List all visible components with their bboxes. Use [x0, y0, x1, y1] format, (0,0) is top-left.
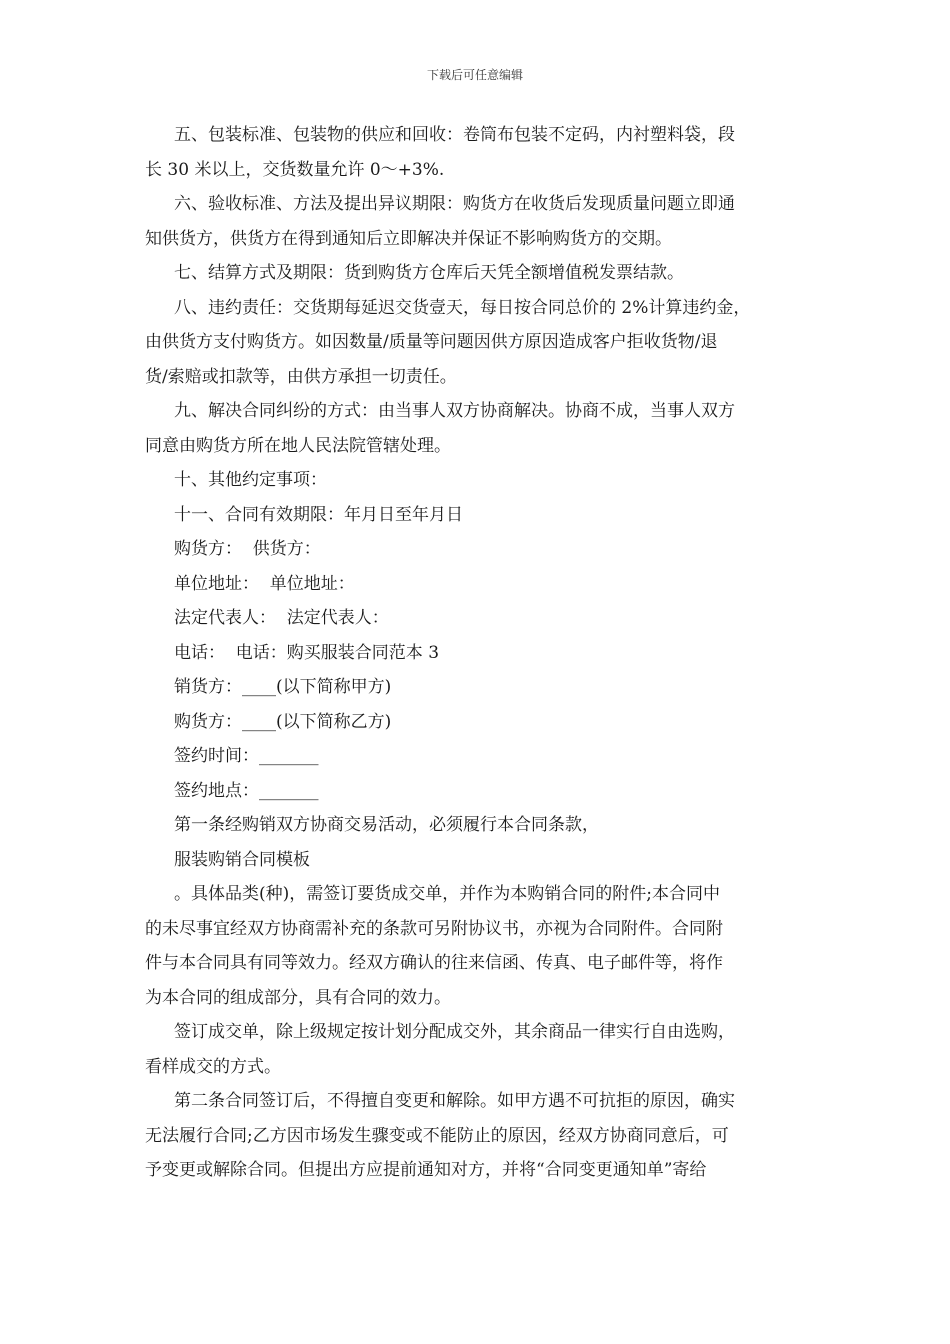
text-line: 电话： 电话：购买服装合同范本 3 — [174, 642, 440, 663]
text-line: 的未尽事宜经双方协商需补充的条款可另附协议书，亦视为合同附件。合同附 — [145, 918, 723, 939]
text-line: 第二条合同签订后，不得擅自变更和解除。如甲方遇不可抗拒的原因，确实 — [174, 1091, 735, 1111]
text-line: 长 30 米以上，交货数量允许 0～+3%. — [145, 159, 445, 180]
text-line: 五、包装标准、包装物的供应和回收：卷筒布包装不定码，内衬塑料袋，段 — [174, 125, 735, 145]
paragraph — [145, 739, 813, 774]
text-line: 购货方： 供货方： — [174, 539, 321, 559]
paragraph — [145, 636, 813, 671]
page-header: 下载后可任意编辑 — [426, 68, 523, 82]
paragraph — [145, 1084, 813, 1188]
text-line: 单位地址： 单位地址： — [174, 573, 355, 594]
text-line: 货/索赔或扣款等，由供方承担一切责任。 — [145, 366, 457, 387]
paragraph — [145, 877, 813, 1015]
text-line: 由供货方支付购货方。如因数量/质量等问题因供方原因造成客户拒收货物/退 — [145, 332, 718, 352]
text-line: 无法履行合同;乙方因市场发生骤变或不能防止的原因，经双方协商同意后，可 — [145, 1125, 729, 1146]
text-line: 签约地点：_______ — [174, 780, 319, 801]
paragraph — [145, 394, 813, 463]
text-line: 为本合同的组成部分，具有合同的效力。 — [145, 987, 451, 1008]
paragraph — [145, 774, 813, 809]
text-line: 予变更或解除合同。但提出方应提前通知对方，并将“合同变更通知单”寄给 — [145, 1160, 707, 1180]
text-line: 八、违约责任：交货期每延迟交货壹天，每日按合同总价的 2%计算违约金， — [174, 297, 751, 318]
paragraph — [145, 1015, 813, 1084]
paragraph — [145, 601, 813, 636]
text-line: 六、验收标准、方法及提出异议期限：购货方在收货后发现质量问题立即通 — [174, 194, 735, 214]
text-line: 十、其他约定事项： — [174, 470, 327, 490]
text-line: 看样成交的方式。 — [145, 1056, 281, 1077]
paragraph — [145, 670, 813, 705]
paragraph — [145, 843, 813, 878]
text-line: 购货方：____(以下简称乙方) — [174, 711, 392, 732]
paragraph — [145, 291, 813, 395]
text-line: 签约时间：_______ — [174, 746, 319, 766]
paragraph — [145, 808, 813, 843]
text-line: 九、解决合同纠纷的方式：由当事人双方协商解决。协商不成，当事人双方 — [174, 401, 735, 421]
text-line: 销货方：____(以下简称甲方) — [174, 677, 392, 697]
paragraph — [145, 532, 813, 567]
paragraph — [145, 256, 813, 291]
text-line: 服装购销合同模板 — [174, 849, 310, 870]
paragraph — [145, 463, 813, 498]
paragraph — [145, 118, 813, 187]
text-line: 。具体品类(种)，需签订要货成交单，并作为本购销合同的附件;本合同中 — [174, 884, 720, 904]
text-line: 件与本合同具有同等效力。经双方确认的往来信函、传真、电子邮件等，将作 — [145, 953, 723, 973]
paragraph — [145, 187, 813, 256]
text-line: 七、结算方式及期限：货到购货方仓库后天凭全额增值税发票结款。 — [174, 263, 684, 283]
text-line: 知供货方，供货方在得到通知后立即解决并保证不影响购货方的交期。 — [145, 228, 672, 249]
text-line: 十一、合同有效期限：年月日至年月日 — [174, 504, 463, 525]
paragraph — [145, 567, 813, 602]
document-body — [145, 118, 813, 1188]
text-line: 同意由购货方所在地人民法院管辖处理。 — [145, 435, 451, 456]
paragraph — [145, 498, 813, 533]
text-line: 第一条经购销双方协商交易活动，必须履行本合同条款， — [174, 815, 599, 835]
paragraph — [145, 705, 813, 740]
text-line: 法定代表人： 法定代表人： — [174, 608, 389, 628]
text-line: 签订成交单，除上级规定按计划分配成交外，其余商品一律实行自由选购， — [174, 1022, 735, 1042]
